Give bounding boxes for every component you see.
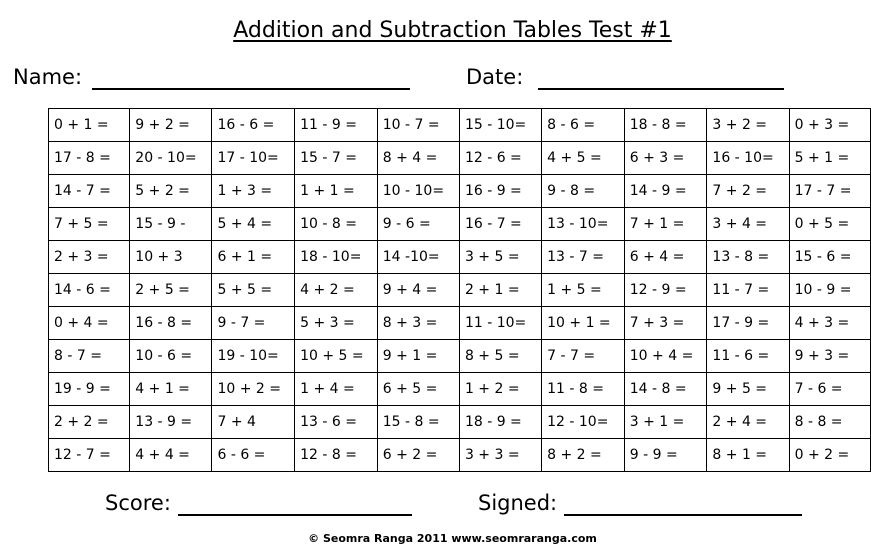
question-cell: 1 + 4 = — [295, 373, 378, 406]
question-cell: 14 - 6 = — [49, 274, 130, 307]
date-label: Date: — [466, 65, 524, 89]
question-cell: 12 - 7 = — [49, 439, 130, 472]
question-cell: 8 - 8 = — [789, 406, 870, 439]
question-cell: 5 + 3 = — [295, 307, 378, 340]
question-cell: 7 + 1 = — [624, 208, 707, 241]
question-cell: 15 - 6 = — [789, 241, 870, 274]
signed-label: Signed: — [478, 491, 558, 515]
question-cell: 10 + 2 = — [212, 373, 295, 406]
question-cell: 10 + 1 = — [542, 307, 625, 340]
question-cell: 4 + 1 = — [130, 373, 212, 406]
question-cell: 18 - 8 = — [624, 109, 707, 142]
question-cell: 10 + 3 — [130, 241, 212, 274]
question-cell: 7 - 7 = — [542, 340, 625, 373]
question-cell: 6 + 4 = — [624, 241, 707, 274]
question-cell: 12 - 6 = — [459, 142, 541, 175]
question-cell: 10 - 7 = — [377, 109, 459, 142]
question-cell: 16 - 8 = — [130, 307, 212, 340]
signed-field[interactable] — [564, 514, 802, 516]
question-cell: 11 - 8 = — [542, 373, 625, 406]
question-cell: 13 - 9 = — [130, 406, 212, 439]
question-cell: 1 + 3 = — [212, 175, 295, 208]
question-cell: 18 - 10= — [295, 241, 378, 274]
question-cell: 12 - 8 = — [295, 439, 378, 472]
question-cell: 6 - 6 = — [212, 439, 295, 472]
question-cell: 3 + 3 = — [459, 439, 541, 472]
question-cell: 10 + 4 = — [624, 340, 707, 373]
question-cell: 14 - 7 = — [49, 175, 130, 208]
question-cell: 3 + 1 = — [624, 406, 707, 439]
question-cell: 14 - 8 = — [624, 373, 707, 406]
question-cell: 6 + 1 = — [212, 241, 295, 274]
question-cell: 6 + 5 = — [377, 373, 459, 406]
question-cell: 0 + 2 = — [789, 439, 870, 472]
question-grid — [48, 108, 871, 472]
question-cell: 3 + 2 = — [707, 109, 789, 142]
question-cell: 7 - 6 = — [789, 373, 870, 406]
question-cell: 9 + 1 = — [377, 340, 459, 373]
question-cell: 13 - 6 = — [295, 406, 378, 439]
question-cell: 9 - 9 = — [624, 439, 707, 472]
question-cell: 6 + 3 = — [624, 142, 707, 175]
question-cell: 7 + 3 = — [624, 307, 707, 340]
table-row — [49, 307, 871, 340]
question-cell: 11 - 7 = — [707, 274, 789, 307]
table-row — [49, 406, 871, 439]
question-cell: 10 - 6 = — [130, 340, 212, 373]
question-cell: 9 - 6 = — [377, 208, 459, 241]
question-cell: 8 - 6 = — [542, 109, 625, 142]
question-cell: 8 + 3 = — [377, 307, 459, 340]
table-row — [49, 142, 871, 175]
question-cell: 10 - 10= — [377, 175, 459, 208]
name-field[interactable] — [92, 88, 410, 90]
question-cell: 12 - 9 = — [624, 274, 707, 307]
table-row — [49, 274, 871, 307]
question-cell: 13 - 10= — [542, 208, 625, 241]
table-row — [49, 208, 871, 241]
question-cell: 4 + 4 = — [130, 439, 212, 472]
question-cell: 1 + 2 = — [459, 373, 541, 406]
question-cell: 1 + 5 = — [542, 274, 625, 307]
question-cell: 0 + 3 = — [789, 109, 870, 142]
question-cell: 12 - 10= — [542, 406, 625, 439]
question-cell: 18 - 9 = — [459, 406, 541, 439]
question-cell: 8 + 2 = — [542, 439, 625, 472]
question-cell: 11 - 6 = — [707, 340, 789, 373]
table-row — [49, 439, 871, 472]
question-cell: 0 + 5 = — [789, 208, 870, 241]
question-cell: 19 - 9 = — [49, 373, 130, 406]
table-row — [49, 340, 871, 373]
question-cell: 16 - 7 = — [459, 208, 541, 241]
table-row — [49, 175, 871, 208]
question-cell: 4 + 2 = — [295, 274, 378, 307]
question-cell: 2 + 1 = — [459, 274, 541, 307]
question-cell: 5 + 1 = — [789, 142, 870, 175]
question-cell: 2 + 5 = — [130, 274, 212, 307]
question-cell: 15 - 10= — [459, 109, 541, 142]
question-cell: 20 - 10= — [130, 142, 212, 175]
question-cell: 4 + 3 = — [789, 307, 870, 340]
score-field[interactable] — [178, 514, 412, 516]
table-row — [49, 109, 871, 142]
question-cell: 15 - 7 = — [295, 142, 378, 175]
question-cell: 11 - 10= — [459, 307, 541, 340]
question-cell: 11 - 9 = — [295, 109, 378, 142]
question-cell: 8 + 4 = — [377, 142, 459, 175]
question-cell: 17 - 8 = — [49, 142, 130, 175]
score-label: Score: — [105, 491, 171, 515]
question-cell: 14 - 9 = — [624, 175, 707, 208]
question-cell: 1 + 1 = — [295, 175, 378, 208]
question-cell: 0 + 1 = — [49, 109, 130, 142]
question-cell: 16 - 10= — [707, 142, 789, 175]
question-cell: 5 + 5 = — [212, 274, 295, 307]
question-cell: 9 - 8 = — [542, 175, 625, 208]
question-cell: 10 - 9 = — [789, 274, 870, 307]
question-cell: 9 + 5 = — [707, 373, 789, 406]
question-cell: 9 + 2 = — [130, 109, 212, 142]
table-row — [49, 373, 871, 406]
question-cell: 8 - 7 = — [49, 340, 130, 373]
question-cell: 14 -10= — [377, 241, 459, 274]
question-cell: 17 - 9 = — [707, 307, 789, 340]
question-cell: 9 - 7 = — [212, 307, 295, 340]
question-cell: 13 - 8 = — [707, 241, 789, 274]
name-label: Name: — [13, 65, 83, 89]
question-cell: 17 - 7 = — [789, 175, 870, 208]
question-cell: 5 + 4 = — [212, 208, 295, 241]
question-cell: 2 + 4 = — [707, 406, 789, 439]
question-cell: 8 + 1 = — [707, 439, 789, 472]
question-cell: 7 + 2 = — [707, 175, 789, 208]
question-cell: 9 + 3 = — [789, 340, 870, 373]
question-cell: 19 - 10= — [212, 340, 295, 373]
question-cell: 16 - 9 = — [459, 175, 541, 208]
question-cell: 6 + 2 = — [377, 439, 459, 472]
question-cell: 10 + 5 = — [295, 340, 378, 373]
question-cell: 7 + 5 = — [49, 208, 130, 241]
question-cell: 16 - 6 = — [212, 109, 295, 142]
question-cell: 7 + 4 — [212, 406, 295, 439]
question-cell: 15 - 9 - — [130, 208, 212, 241]
question-cell: 5 + 2 = — [130, 175, 212, 208]
question-cell: 3 + 4 = — [707, 208, 789, 241]
question-cell: 10 - 8 = — [295, 208, 378, 241]
question-cell: 3 + 5 = — [459, 241, 541, 274]
question-cell: 8 + 5 = — [459, 340, 541, 373]
table-row — [49, 241, 871, 274]
question-cell: 9 + 4 = — [377, 274, 459, 307]
question-cell: 2 + 2 = — [49, 406, 130, 439]
question-cell: 4 + 5 = — [542, 142, 625, 175]
question-cell: 13 - 7 = — [542, 241, 625, 274]
question-cell: 2 + 3 = — [49, 241, 130, 274]
question-cell: 0 + 4 = — [49, 307, 130, 340]
question-cell: 15 - 8 = — [377, 406, 459, 439]
question-cell: 17 - 10= — [212, 142, 295, 175]
page-title: Addition and Subtraction Tables Test #1 — [233, 18, 672, 43]
date-field[interactable] — [538, 88, 784, 90]
copyright-notice: © Seomra Ranga 2011 www.seomraranga.com — [308, 532, 597, 545]
